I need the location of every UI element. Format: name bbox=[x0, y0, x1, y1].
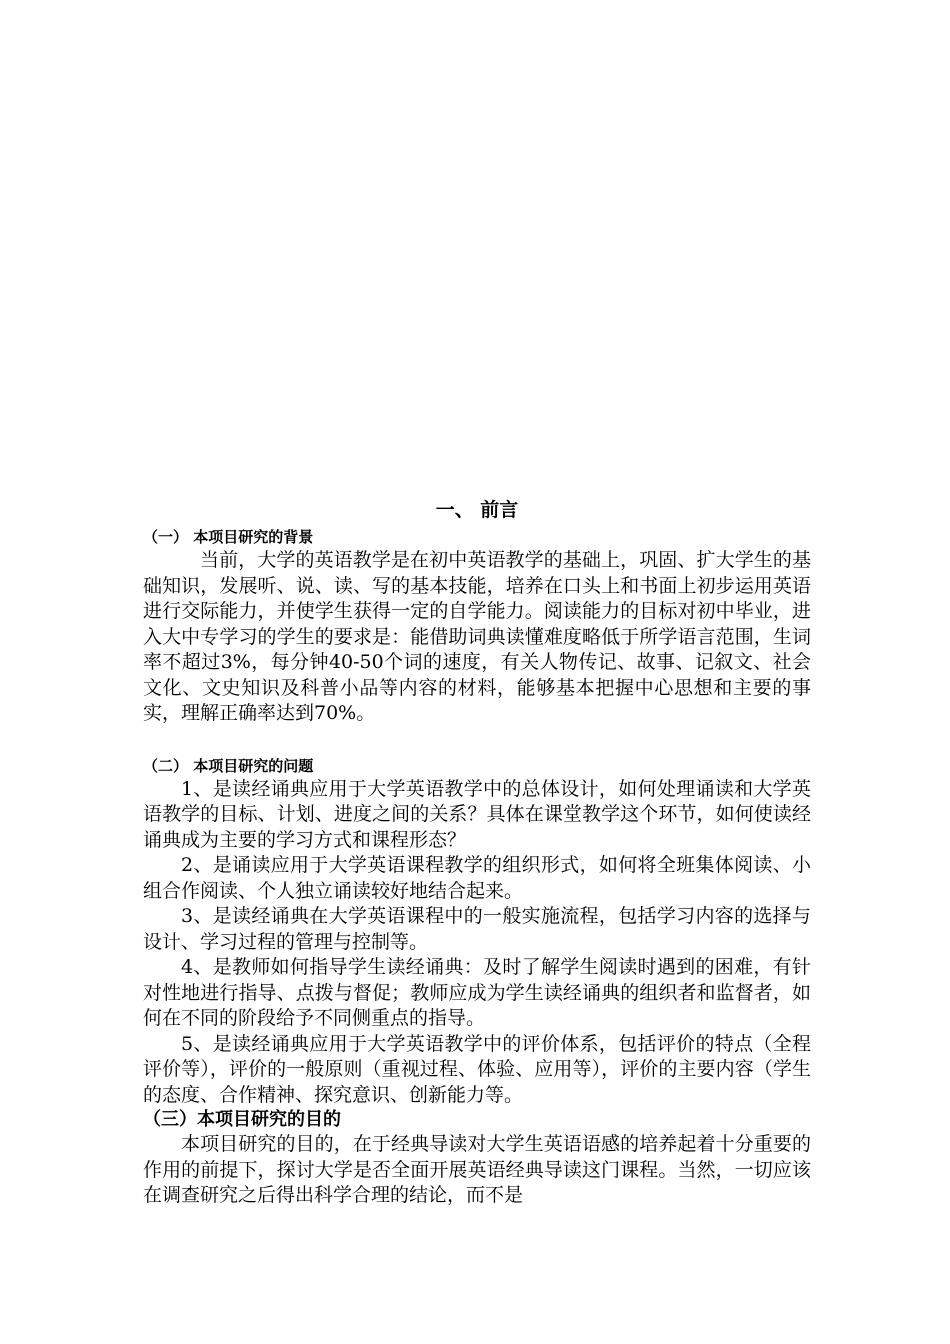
paragraph-background: 当前，大学的英语教学是在初中英语教学的基础上，巩固、扩大学生的基础知识，发展听、说、读、写的基本技能，培养在口头上和书面上初步运用英语进行交际能力，并使学生获得一定的自学能力。阅读能力的目标对初中毕业，进入大中专学习的学生的要求是：能借助词典读懂难度略低于所学语言范围，生词率不超过3%，每分钟40-50个词的速度，有关人物传记、故事、记叙文、社会文化、文史知识及科普小品等内容的材料，能够基本把握中心思想和主要的事实，理解正确率达到70%。 bbox=[143, 549, 811, 724]
section-heading-purpose: （三）本项目研究的目的 bbox=[143, 1109, 341, 1130]
paragraph-problem-5: 5、是读经诵典应用于大学英语教学中的评价体系，包括评价的特点（全程评价等），评价的一般原则（重视过程、体验、应用等），评价的主要内容（学生的态度、合作精神、探究意识、创新能力等。 bbox=[143, 1032, 811, 1106]
section-heading-problems: （二） 本项目研究的问题 bbox=[143, 756, 314, 775]
paragraph-purpose: 本项目研究的目的，在于经典导读对大学生英语语感的培养起着十分重要的作用的前提下，探讨大学是否全面开展英语经典导读这门课程。当然，一切应该在调查研究之后得出科学合理的结论，而不是 bbox=[143, 1133, 811, 1206]
section-heading-background: （一） 本项目研究的背景 bbox=[143, 528, 314, 546]
paragraph-problem-2: 2、是诵读应用于大学英语课程教学的组织形式，如何将全班集体阅读、小组合作阅读、个人独立诵读较好地结合起来。 bbox=[143, 854, 811, 902]
chapter-title: 一、 前言 bbox=[435, 499, 519, 521]
paragraph-problem-4: 4、是教师如何指导学生读经诵典：及时了解学生阅读时遇到的困难，有针对性地进行指导、点拨与督促；教师应成为学生读经诵典的组织者和监督者，如何在不同的阶段给予不同侧重点的指导。 bbox=[143, 956, 811, 1029]
paragraph-problem-3: 3、是读经诵典在大学英语课程中的一般实施流程，包括学习内容的选择与设计、学习过程的管理与控制等。 bbox=[143, 905, 811, 953]
blank-line bbox=[143, 727, 811, 755]
document-body bbox=[143, 496, 811, 1209]
paragraph-problem-1: 1、是读经诵典应用于大学英语教学中的总体设计，如何处理诵读和大学英语教学的目标、计划、进度之间的关系？具体在课堂教学这个环节，如何使读经诵典成为主要的学习方式和课程形态？ bbox=[143, 777, 811, 851]
